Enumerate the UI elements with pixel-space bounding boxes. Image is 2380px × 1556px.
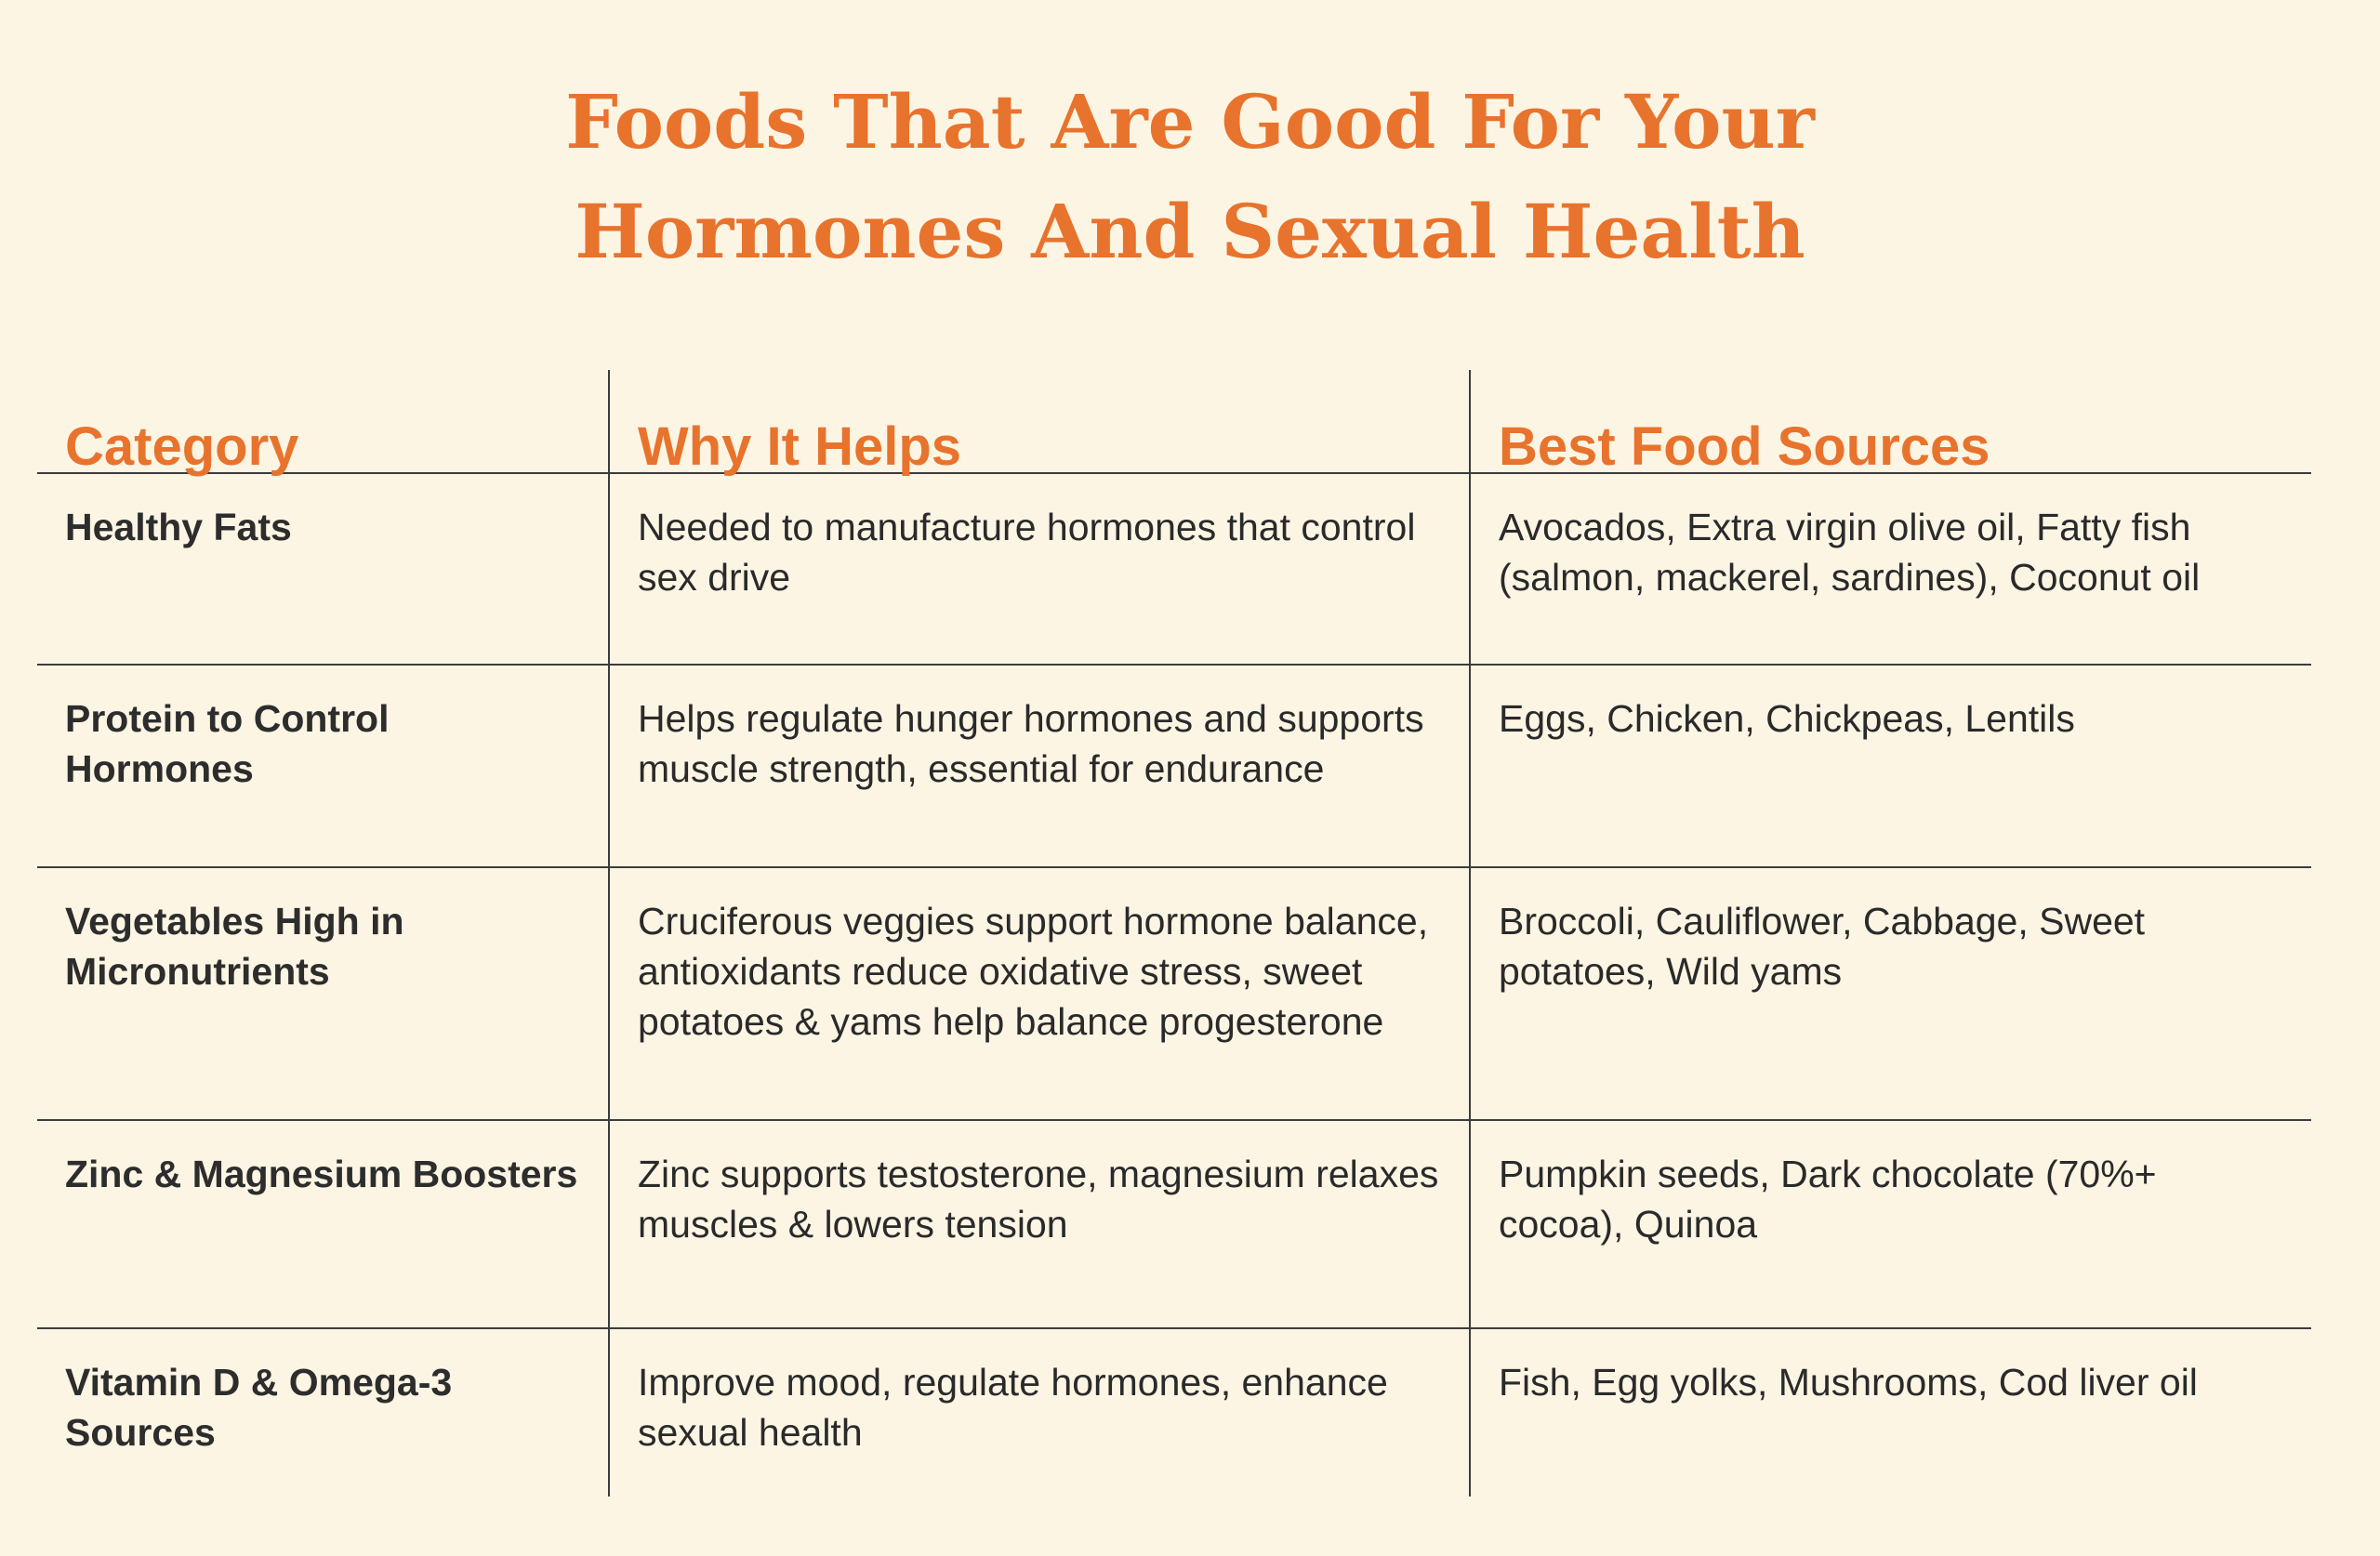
sources-cell: Broccoli, Cauliflower, Cabbage, Sweet potatoes, Wild yams xyxy=(1469,868,2311,1119)
page-title-line-1: Foods That Are Good For Your xyxy=(565,78,1815,165)
category-cell: Protein to Control Hormones xyxy=(65,697,390,790)
table-row xyxy=(37,1121,2311,1329)
why-cell: Improve mood, regulate hormones, enhance sexual health xyxy=(608,1329,1469,1497)
table-row xyxy=(37,1329,2311,1497)
why-cell: Needed to manufacture hormones that control sex drive xyxy=(608,474,1469,664)
category-cell: Vegetables High in Micronutrients xyxy=(65,900,404,993)
sources-cell: Eggs, Chicken, Chickpeas, Lentils xyxy=(1469,666,2311,866)
page-title xyxy=(0,67,2380,286)
why-cell: Cruciferous veggies support hormone balance, antioxidants reduce oxidative stress, sweet potatoes & yams help balance progesterone xyxy=(608,868,1469,1119)
category-cell: Healthy Fats xyxy=(65,506,292,548)
header-category: Category xyxy=(65,416,299,477)
sources-cell: Pumpkin seeds, Dark chocolate (70%+ cocoa), Quinoa xyxy=(1469,1121,2311,1327)
category-cell: Vitamin D & Omega-3 Sources xyxy=(65,1361,453,1454)
sources-cell: Fish, Egg yolks, Mushrooms, Cod liver oil xyxy=(1469,1329,2311,1497)
header-why-it-helps: Why It Helps xyxy=(608,370,1469,480)
table-row xyxy=(37,666,2311,868)
table-header-row xyxy=(37,370,2311,477)
table-row xyxy=(37,474,2311,666)
page-title-line-2: Hormones And Sexual Health xyxy=(575,188,1805,275)
category-cell: Zinc & Magnesium Boosters xyxy=(65,1153,578,1195)
foods-table xyxy=(37,370,2311,1497)
why-cell: Zinc supports testosterone, magnesium relaxes muscles & lowers tension xyxy=(608,1121,1469,1327)
table-row xyxy=(37,868,2311,1121)
header-best-food-sources: Best Food Sources xyxy=(1469,370,2311,480)
why-cell: Helps regulate hunger hormones and supports muscle strength, essential for endurance xyxy=(608,666,1469,866)
sources-cell: Avocados, Extra virgin olive oil, Fatty fish (salmon, mackerel, sardines), Coconut oil xyxy=(1469,474,2311,664)
